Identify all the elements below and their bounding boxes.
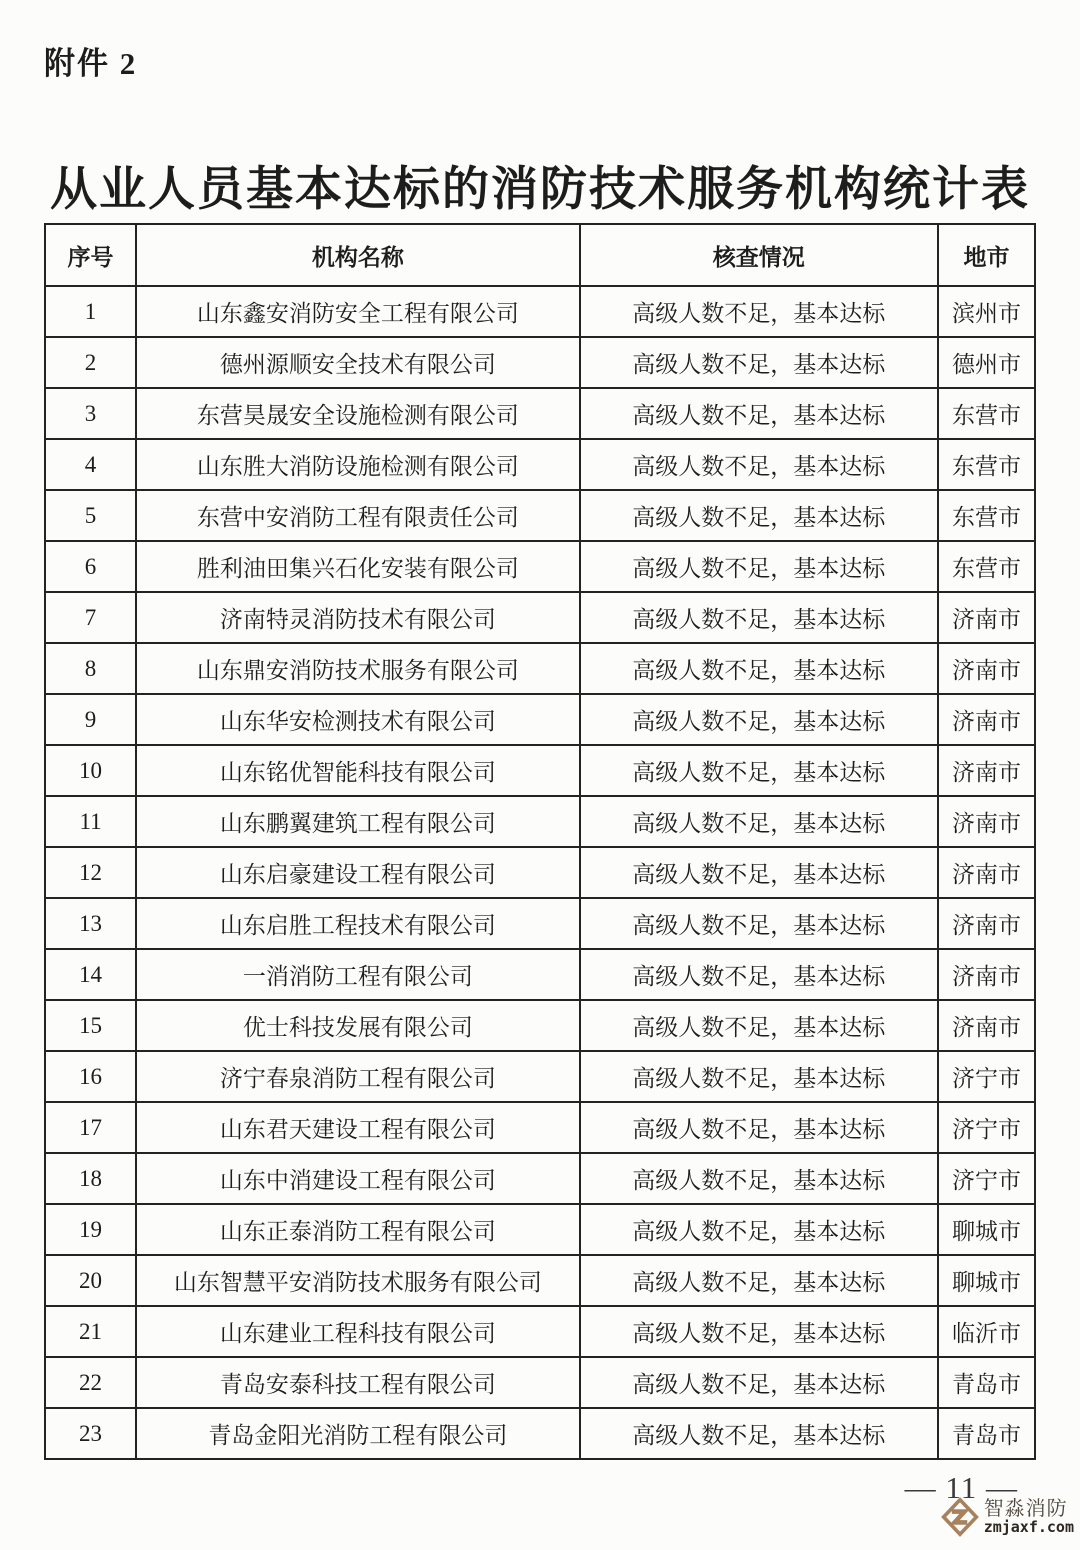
check-status-cell: 高级人数不足，基本达标 xyxy=(580,1357,938,1408)
table-row xyxy=(45,541,1035,592)
org-name-cell: 胜利油田集兴石化安装有限公司 xyxy=(136,541,580,592)
org-name-cell: 山东启豪建设工程有限公司 xyxy=(136,847,580,898)
check-status-cell: 高级人数不足，基本达标 xyxy=(580,745,938,796)
city-cell: 济南市 xyxy=(938,898,1035,949)
table-row xyxy=(45,898,1035,949)
city-cell: 济南市 xyxy=(938,643,1035,694)
row-no-cell: 10 xyxy=(45,745,136,796)
org-name-cell: 山东智慧平安消防技术服务有限公司 xyxy=(136,1255,580,1306)
table-row xyxy=(45,1255,1035,1306)
org-name-cell: 山东鼎安消防技术服务有限公司 xyxy=(136,643,580,694)
attachment-label: 附件 2 xyxy=(44,46,138,81)
city-cell: 东营市 xyxy=(938,439,1035,490)
city-cell: 聊城市 xyxy=(938,1255,1035,1306)
brand-domain: zmjaxf.com xyxy=(983,1517,1074,1536)
row-no-cell: 18 xyxy=(45,1153,136,1204)
table-body xyxy=(45,286,1035,1459)
org-name-cell: 山东铭优智能科技有限公司 xyxy=(136,745,580,796)
row-no-cell: 19 xyxy=(45,1204,136,1255)
row-no-cell: 7 xyxy=(45,592,136,643)
table-row xyxy=(45,1408,1035,1459)
org-name-cell: 青岛金阳光消防工程有限公司 xyxy=(136,1408,580,1459)
check-status-cell: 高级人数不足，基本达标 xyxy=(580,541,938,592)
check-status-cell: 高级人数不足，基本达标 xyxy=(580,337,938,388)
table-row xyxy=(45,337,1035,388)
org-name-cell: 山东正泰消防工程有限公司 xyxy=(136,1204,580,1255)
col-header-city: 地市 xyxy=(938,224,1035,286)
table-row xyxy=(45,949,1035,1000)
table-row xyxy=(45,439,1035,490)
org-name-cell: 山东建业工程科技有限公司 xyxy=(136,1306,580,1357)
table-row xyxy=(45,643,1035,694)
org-name-cell: 一消消防工程有限公司 xyxy=(136,949,580,1000)
check-status-cell: 高级人数不足，基本达标 xyxy=(580,1306,938,1357)
org-name-cell: 山东鑫安消防安全工程有限公司 xyxy=(136,286,580,337)
check-status-cell: 高级人数不足，基本达标 xyxy=(580,694,938,745)
check-status-cell: 高级人数不足，基本达标 xyxy=(580,847,938,898)
table-row xyxy=(45,490,1035,541)
city-cell: 滨州市 xyxy=(938,286,1035,337)
city-cell: 东营市 xyxy=(938,541,1035,592)
brand-name: 智淼消防 xyxy=(983,1497,1068,1520)
row-no-cell: 9 xyxy=(45,694,136,745)
check-status-cell: 高级人数不足，基本达标 xyxy=(580,1408,938,1459)
page-number: — 11 — xyxy=(904,1470,1018,1505)
table-row xyxy=(45,1357,1035,1408)
row-no-cell: 22 xyxy=(45,1357,136,1408)
check-status-cell: 高级人数不足，基本达标 xyxy=(580,898,938,949)
org-name-cell: 济宁春泉消防工程有限公司 xyxy=(136,1051,580,1102)
table-row xyxy=(45,592,1035,643)
org-name-cell: 山东君天建设工程有限公司 xyxy=(136,1102,580,1153)
row-no-cell: 17 xyxy=(45,1102,136,1153)
table-row xyxy=(45,1153,1035,1204)
col-header-no: 序号 xyxy=(45,224,136,286)
brand-text-block xyxy=(984,1499,1074,1536)
row-no-cell: 13 xyxy=(45,898,136,949)
check-status-cell: 高级人数不足，基本达标 xyxy=(580,1255,938,1306)
city-cell: 济南市 xyxy=(938,847,1035,898)
org-name-cell: 山东华安检测技术有限公司 xyxy=(136,694,580,745)
city-cell: 济南市 xyxy=(938,592,1035,643)
org-name-cell: 青岛安泰科技工程有限公司 xyxy=(136,1357,580,1408)
brand-watermark xyxy=(940,1496,1074,1538)
org-name-cell: 山东中消建设工程有限公司 xyxy=(136,1153,580,1204)
city-cell: 济南市 xyxy=(938,1000,1035,1051)
table-row xyxy=(45,745,1035,796)
row-no-cell: 1 xyxy=(45,286,136,337)
table-container xyxy=(44,223,1036,1460)
table-row xyxy=(45,847,1035,898)
check-status-cell: 高级人数不足，基本达标 xyxy=(580,949,938,1000)
city-cell: 济南市 xyxy=(938,694,1035,745)
city-cell: 济宁市 xyxy=(938,1051,1035,1102)
org-name-cell: 东营中安消防工程有限责任公司 xyxy=(136,490,580,541)
row-no-cell: 11 xyxy=(45,796,136,847)
row-no-cell: 4 xyxy=(45,439,136,490)
city-cell: 东营市 xyxy=(938,490,1035,541)
row-no-cell: 8 xyxy=(45,643,136,694)
org-name-cell: 山东鹏翼建筑工程有限公司 xyxy=(136,796,580,847)
city-cell: 聊城市 xyxy=(938,1204,1035,1255)
row-no-cell: 5 xyxy=(45,490,136,541)
city-cell: 济南市 xyxy=(938,745,1035,796)
org-name-cell: 山东启胜工程技术有限公司 xyxy=(136,898,580,949)
row-no-cell: 6 xyxy=(45,541,136,592)
check-status-cell: 高级人数不足，基本达标 xyxy=(580,796,938,847)
page-title: 从业人员基本达标的消防技术服务机构统计表 xyxy=(50,164,1030,216)
row-no-cell: 23 xyxy=(45,1408,136,1459)
row-no-cell: 20 xyxy=(45,1255,136,1306)
check-status-cell: 高级人数不足，基本达标 xyxy=(580,490,938,541)
city-cell: 青岛市 xyxy=(938,1357,1035,1408)
table-header-row xyxy=(45,224,1035,286)
city-cell: 临沂市 xyxy=(938,1306,1035,1357)
table-row xyxy=(45,1102,1035,1153)
col-header-org: 机构名称 xyxy=(136,224,580,286)
table-row xyxy=(45,1204,1035,1255)
org-name-cell: 优士科技发展有限公司 xyxy=(136,1000,580,1051)
org-name-cell: 东营昊晟安全设施检测有限公司 xyxy=(136,388,580,439)
org-name-cell: 德州源顺安全技术有限公司 xyxy=(136,337,580,388)
check-status-cell: 高级人数不足，基本达标 xyxy=(580,439,938,490)
city-cell: 东营市 xyxy=(938,388,1035,439)
check-status-cell: 高级人数不足，基本达标 xyxy=(580,1102,938,1153)
row-no-cell: 16 xyxy=(45,1051,136,1102)
row-no-cell: 14 xyxy=(45,949,136,1000)
check-status-cell: 高级人数不足，基本达标 xyxy=(580,1000,938,1051)
check-status-cell: 高级人数不足，基本达标 xyxy=(580,286,938,337)
table-row xyxy=(45,1051,1035,1102)
check-status-cell: 高级人数不足，基本达标 xyxy=(580,388,938,439)
row-no-cell: 2 xyxy=(45,337,136,388)
check-status-cell: 高级人数不足，基本达标 xyxy=(580,592,938,643)
city-cell: 青岛市 xyxy=(938,1408,1035,1459)
row-no-cell: 3 xyxy=(45,388,136,439)
row-no-cell: 15 xyxy=(45,1000,136,1051)
check-status-cell: 高级人数不足，基本达标 xyxy=(580,1153,938,1204)
row-no-cell: 21 xyxy=(45,1306,136,1357)
org-name-cell: 山东胜大消防设施检测有限公司 xyxy=(136,439,580,490)
table-row xyxy=(45,286,1035,337)
table-row xyxy=(45,694,1035,745)
row-no-cell: 12 xyxy=(45,847,136,898)
check-status-cell: 高级人数不足，基本达标 xyxy=(580,1051,938,1102)
city-cell: 济南市 xyxy=(938,796,1035,847)
table-row xyxy=(45,388,1035,439)
org-name-cell: 济南特灵消防技术有限公司 xyxy=(136,592,580,643)
check-status-cell: 高级人数不足，基本达标 xyxy=(580,643,938,694)
city-cell: 济宁市 xyxy=(938,1153,1035,1204)
table-row xyxy=(45,1306,1035,1357)
org-table xyxy=(44,223,1036,1460)
city-cell: 济南市 xyxy=(938,949,1035,1000)
brand-diamond-icon xyxy=(940,1496,980,1538)
check-status-cell: 高级人数不足，基本达标 xyxy=(580,1204,938,1255)
table-row xyxy=(45,1000,1035,1051)
table-row xyxy=(45,796,1035,847)
city-cell: 德州市 xyxy=(938,337,1035,388)
col-header-status: 核查情况 xyxy=(580,224,938,286)
city-cell: 济宁市 xyxy=(938,1102,1035,1153)
